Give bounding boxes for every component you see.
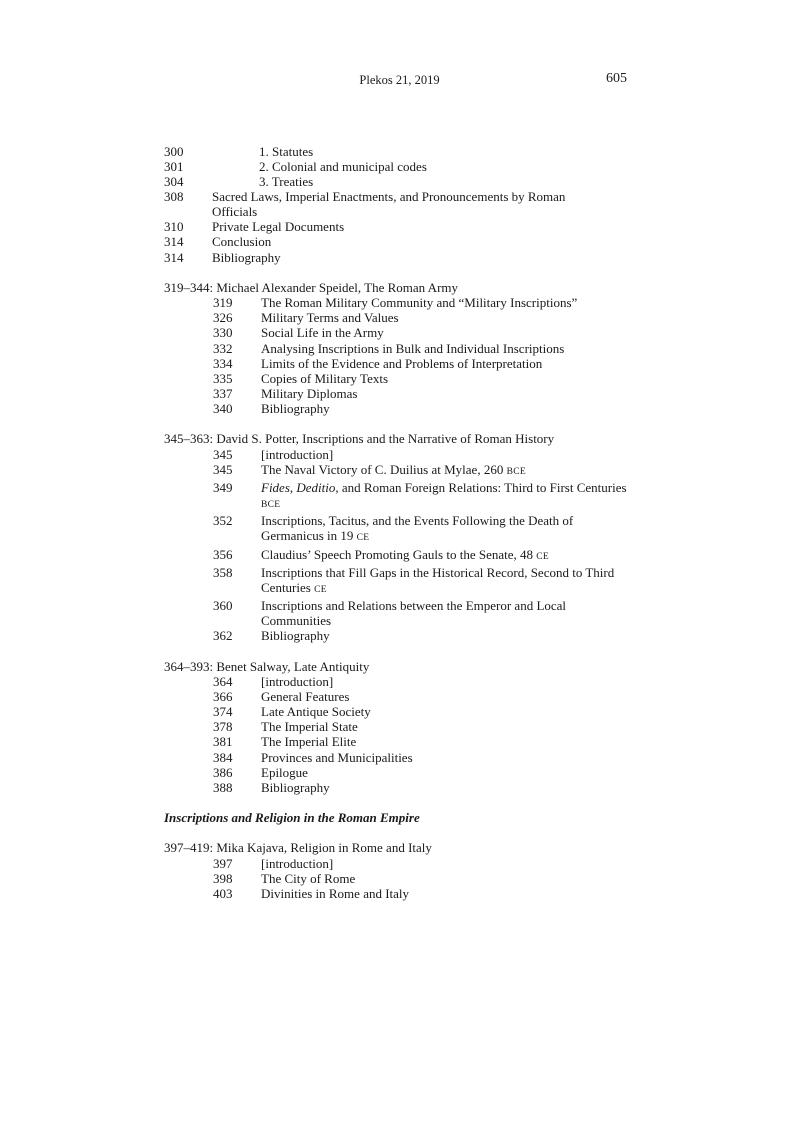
entry-page-number: 304 xyxy=(164,173,184,189)
entry-title xyxy=(261,547,634,565)
entry-title xyxy=(212,159,634,174)
table-of-contents xyxy=(164,144,634,917)
article-heading: 319–344: Michael Alexander Speidel, The Roman Army xyxy=(164,279,459,295)
toc-entry xyxy=(164,750,634,765)
entry-page-number: 330 xyxy=(213,325,233,341)
text-segment: [introduction] xyxy=(261,446,334,462)
text-segment: Officials xyxy=(212,204,258,220)
entry-page-number: 345 xyxy=(213,446,233,462)
text-segment: The Naval Victory of C. Duilius at Mylae, 260 xyxy=(261,461,507,477)
section-block xyxy=(164,810,634,825)
article-block xyxy=(164,280,634,416)
entry-page-number: 310 xyxy=(164,219,184,235)
entry-page-number: 337 xyxy=(213,385,233,401)
small-caps-text: CE xyxy=(314,584,327,595)
toc-entry xyxy=(164,547,634,565)
entry-page-number: 358 xyxy=(213,564,233,580)
article-block xyxy=(164,840,634,901)
toc-entry xyxy=(164,356,634,371)
toc-entry xyxy=(164,628,634,643)
entry-title xyxy=(212,234,634,249)
entry-title xyxy=(261,447,634,462)
entry-title xyxy=(261,371,634,386)
toc-entry xyxy=(164,480,634,513)
toc-entry xyxy=(164,462,634,480)
text-segment: Epilogue xyxy=(261,764,308,780)
text-segment: Military Diplomas xyxy=(261,385,358,401)
toc-entry xyxy=(164,401,634,416)
toc-entry xyxy=(164,189,634,219)
text-segment: Copies of Military Texts xyxy=(261,370,389,386)
text-segment: Sacred Laws, Imperial Enactments, and Pronouncements by Roman xyxy=(212,188,566,204)
entry-title xyxy=(261,325,634,340)
entry-page-number: 349 xyxy=(213,479,233,495)
text-segment: Communities xyxy=(261,613,332,629)
small-caps-text: CE xyxy=(356,533,370,544)
entry-title xyxy=(261,780,634,795)
text-segment: The Imperial Elite xyxy=(261,734,357,750)
toc-entry xyxy=(164,219,634,234)
toc-entry xyxy=(164,565,634,598)
entry-page-number: 362 xyxy=(213,628,233,644)
entry-page-number: 314 xyxy=(164,249,184,265)
entry-title xyxy=(261,750,634,765)
text-segment: Conclusion xyxy=(212,234,272,250)
toc-entry xyxy=(164,734,634,749)
entry-title xyxy=(261,628,634,643)
article-block xyxy=(164,431,634,643)
text-segment: [introduction] xyxy=(261,855,334,871)
entry-title xyxy=(261,401,634,416)
text-segment: Late Antique Society xyxy=(261,704,371,720)
entry-title xyxy=(261,565,634,598)
text-segment: , xyxy=(289,479,297,495)
text-segment: Germanicus in 19 xyxy=(261,528,357,544)
text-segment: Bibliography xyxy=(212,249,281,265)
entry-page-number: 319 xyxy=(213,295,233,311)
text-segment: Social Life in the Army xyxy=(261,325,384,341)
entry-title xyxy=(261,480,634,513)
toc-entry xyxy=(164,310,634,325)
toc-entry xyxy=(164,856,634,871)
text-segment: Inscriptions, Tacitus, and the Events Following the Death of xyxy=(261,513,574,529)
text-segment: Analysing Inscriptions in Bulk and Individual Inscriptions xyxy=(261,340,565,356)
toc-entry xyxy=(164,780,634,795)
entry-page-number: 300 xyxy=(164,143,184,159)
entry-title xyxy=(261,689,634,704)
entry-page-number: 326 xyxy=(213,310,233,326)
entry-page-number: 360 xyxy=(213,598,233,613)
toc-entry xyxy=(164,386,634,401)
article-heading: 345–363: David S. Potter, Inscriptions and the Narrative of Roman History xyxy=(164,431,555,447)
text-segment: 3. Treaties xyxy=(259,173,314,189)
toc-entry xyxy=(164,250,634,265)
entry-title xyxy=(212,219,634,234)
entry-page-number: 374 xyxy=(213,704,233,720)
toc-entry xyxy=(164,447,634,462)
entry-title xyxy=(261,513,634,546)
entry-page-number: 381 xyxy=(213,734,233,750)
toc-entry xyxy=(164,341,634,356)
text-segment: Bibliography xyxy=(261,779,330,795)
entry-title xyxy=(261,295,634,310)
toc-entry xyxy=(164,674,634,689)
page-number: 605 xyxy=(606,71,627,86)
italic-text: Deditio xyxy=(296,479,336,495)
entry-page-number: 384 xyxy=(213,749,233,765)
text-segment: Provinces and Municipalities xyxy=(261,749,413,765)
toc-entry xyxy=(164,371,634,386)
entry-title xyxy=(212,144,634,159)
text-segment: , and Roman Foreign Relations: Third to First Centuries xyxy=(335,479,627,495)
entries-block xyxy=(164,144,634,265)
text-segment: Inscriptions that Fill Gaps in the Historical Record, Second to Third xyxy=(261,564,615,580)
text-segment: The Roman Military Community and “Military Inscriptions” xyxy=(261,295,578,311)
text-segment: Bibliography xyxy=(261,628,330,644)
text-segment: Private Legal Documents xyxy=(212,219,345,235)
entry-page-number: 340 xyxy=(213,401,233,417)
entry-title xyxy=(261,598,634,628)
entry-title xyxy=(261,341,634,356)
toc-entry xyxy=(164,513,634,546)
text-segment: Divinities in Rome and Italy xyxy=(261,885,410,901)
entry-page-number: 345 xyxy=(213,461,233,477)
entry-title xyxy=(261,871,634,886)
entry-title xyxy=(261,310,634,325)
toc-entry xyxy=(164,295,634,310)
text-segment: Limits of the Evidence and Problems of Interpretation xyxy=(261,355,543,371)
entry-title xyxy=(261,765,634,780)
entry-title xyxy=(212,174,634,189)
article-heading: 397–419: Mika Kajava, Religion in Rome and Italy xyxy=(164,840,432,856)
entry-title xyxy=(261,386,634,401)
small-caps-text: CE xyxy=(536,551,549,562)
section-heading: Inscriptions and Religion in the Roman Empire xyxy=(164,810,420,826)
entry-page-number: 364 xyxy=(213,673,233,689)
entry-page-number: 352 xyxy=(213,513,233,529)
text-segment: [introduction] xyxy=(261,673,334,689)
toc-entry xyxy=(164,689,634,704)
entry-title xyxy=(261,886,634,901)
text-segment: The Imperial State xyxy=(261,719,358,735)
toc-entry xyxy=(164,871,634,886)
entry-page-number: 388 xyxy=(213,779,233,795)
running-header: Plekos 21, 2019 xyxy=(359,73,440,87)
text-segment: Bibliography xyxy=(261,401,330,417)
text-segment: Claudius’ Speech Promoting Gauls to the Senate, 48 xyxy=(261,546,537,562)
entry-title xyxy=(212,250,634,265)
entry-page-number: 403 xyxy=(213,885,233,901)
toc-entry xyxy=(164,704,634,719)
entry-page-number: 308 xyxy=(164,188,184,204)
text-segment: The City of Rome xyxy=(261,870,356,886)
entry-page-number: 378 xyxy=(213,719,233,735)
small-caps-text: BCE xyxy=(506,466,526,477)
toc-entry xyxy=(164,765,634,780)
italic-text: Fides xyxy=(261,479,290,495)
article-block xyxy=(164,659,634,795)
entry-title xyxy=(261,856,634,871)
toc-entry xyxy=(164,144,634,159)
entry-page-number: 356 xyxy=(213,546,233,562)
entry-title xyxy=(261,734,634,749)
entry-title xyxy=(261,462,634,480)
entry-title xyxy=(261,674,634,689)
entry-title xyxy=(261,704,634,719)
text-segment: 2. Colonial and municipal codes xyxy=(259,158,427,174)
text-segment: General Features xyxy=(261,688,350,704)
entry-title xyxy=(261,719,634,734)
toc-entry xyxy=(164,325,634,340)
entry-page-number: 398 xyxy=(213,870,233,886)
toc-entry xyxy=(164,598,634,628)
entry-page-number: 366 xyxy=(213,688,233,704)
small-caps-text: BCE xyxy=(261,500,281,511)
toc-entry xyxy=(164,719,634,734)
entry-page-number: 301 xyxy=(164,158,184,174)
toc-entry xyxy=(164,174,634,189)
toc-entry xyxy=(164,159,634,174)
toc-entry xyxy=(164,886,634,901)
entry-title xyxy=(212,189,634,219)
entry-page-number: 314 xyxy=(164,234,184,250)
text-segment: Centuries xyxy=(261,579,315,595)
entry-page-number: 332 xyxy=(213,340,233,356)
text-segment: Inscriptions and Relations between the Emperor and Local xyxy=(261,598,567,613)
entry-page-number: 386 xyxy=(213,764,233,780)
entry-title xyxy=(261,356,634,371)
toc-entry xyxy=(164,234,634,249)
text-segment: Military Terms and Values xyxy=(261,310,399,326)
entry-page-number: 397 xyxy=(213,855,233,871)
article-heading: 364–393: Benet Salway, Late Antiquity xyxy=(164,658,370,674)
entry-page-number: 335 xyxy=(213,370,233,386)
text-segment: 1. Statutes xyxy=(259,143,314,159)
entry-page-number: 334 xyxy=(213,355,233,371)
